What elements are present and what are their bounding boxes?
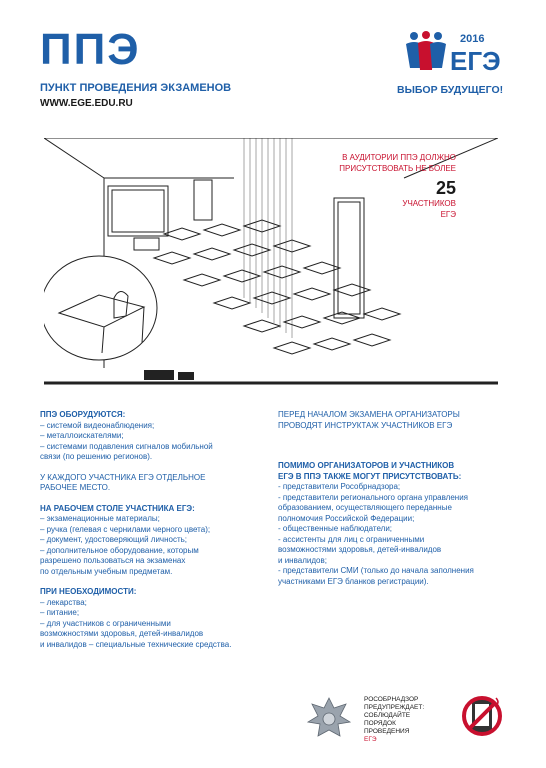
need-item: и инвалидов – специальные технические средства. — [40, 639, 232, 649]
need-item: – лекарства; — [40, 597, 87, 607]
also-item: - представители Рособрнадзора; — [278, 482, 401, 491]
also-item: - представители СМИ (только до начала заполнения — [278, 566, 474, 575]
also-item: - ассистенты для лиц с ограниченными — [278, 534, 425, 544]
page-subtitle: ПУНКТ ПРОВЕДЕНИЯ ЭКЗАМЕНОВ — [40, 82, 232, 94]
footer-warning — [364, 696, 444, 744]
callout-line-1: В АУДИТОРИИ ППЭ ДОЛЖНО — [342, 153, 456, 162]
callout-number: 25 — [435, 178, 456, 198]
callout-unit-1: УЧАСТНИКОВ — [402, 199, 456, 208]
desk-item: разрешено пользоваться на экзаменах — [40, 556, 186, 565]
desk-item: – ручка (гелевая с чернилами черного цвета); — [40, 524, 211, 534]
ege-logo — [402, 28, 514, 78]
also-item: и инвалидов; — [278, 555, 327, 565]
no-phone-icon — [458, 692, 506, 740]
also-item: участниками ЕГЭ бланков регистрации). — [278, 576, 429, 586]
right-column — [278, 410, 513, 587]
also-item: полномочия Российской Федерации; — [278, 513, 415, 523]
equipment-item: – металлоискателями; — [40, 431, 124, 440]
footer-line: РОСОБРНАДЗОР — [364, 696, 419, 703]
equipment-item: – системой видеонаблюдения; — [40, 420, 155, 430]
need-item: – питание; — [40, 608, 80, 617]
desk-item: – документ, удостоверяющий личность; — [40, 535, 188, 544]
logo-year: 2016 — [460, 33, 485, 45]
equipment-heading: ППЭ ОБОРУДУЮТСЯ: — [40, 410, 126, 419]
callout-line-2: ПРИСУТСТВОВАТЬ НЕ БОЛЕЕ — [339, 164, 456, 173]
also-item: - представители регионального органа управления — [278, 492, 468, 502]
workplace-line: РАБОЧЕЕ МЕСТО. — [40, 483, 111, 492]
website-link[interactable]: WWW.EGE.EDU.RU — [40, 98, 133, 109]
left-column — [40, 410, 265, 650]
need-heading: ПРИ НЕОБХОДИМОСТИ: — [40, 587, 137, 596]
also-heading: ПОМИМО ОРГАНИЗАТОРОВ И УЧАСТНИКОВ — [278, 461, 455, 470]
rosobrnadzor-emblem-icon — [304, 694, 354, 744]
need-item: – для участников с ограниченными — [40, 618, 171, 628]
equipment-item: связи (по решению регионов). — [40, 452, 153, 461]
capacity-callout — [318, 152, 456, 220]
also-item: - общественные наблюдатели; — [278, 524, 393, 533]
footer-line: ПРЕДУПРЕЖДАЕТ: — [364, 704, 425, 711]
also-item: возможностями здоровья, детей-инвалидов — [278, 545, 442, 554]
desk-item: по отдельным учебным предметам. — [40, 566, 173, 576]
footer-line: ПОРЯДОК — [364, 720, 396, 727]
footer-line: ПРОВЕДЕНИЯ — [364, 728, 410, 735]
need-item: возможностями здоровья, детей-инвалидов — [40, 629, 204, 638]
also-item: образованием, осуществляющего переданные — [278, 503, 452, 512]
equipment-item: – системами подавления сигналов мобильной — [40, 441, 213, 451]
footer-line: СОБЛЮДАЙТЕ — [364, 712, 411, 719]
desk-heading: НА РАБОЧЕМ СТОЛЕ УЧАСТНИКА ЕГЭ: — [40, 503, 195, 513]
desk-item: – дополнительное оборудование, которым — [40, 545, 199, 555]
logo-text: ЕГЭ — [450, 46, 501, 76]
briefing-line: ПЕРЕД НАЧАЛОМ ЭКЗАМЕНА ОРГАНИЗАТОРЫ — [278, 410, 460, 419]
page-title: ППЭ — [40, 25, 141, 74]
workplace-line: У КАЖДОГО УЧАСТНИКА ЕГЭ ОТДЕЛЬНОЕ — [40, 472, 206, 482]
callout-unit-2: ЕГЭ — [440, 210, 456, 219]
ege-logo-figures-icon — [406, 31, 446, 70]
footer-line-red: ЕГЭ — [364, 736, 377, 743]
briefing-line: ПРОВОДЯТ ИНСТРУКТАЖ УЧАСТНИКОВ ЕГЭ — [278, 420, 453, 430]
also-heading: ЕГЭ В ППЭ ТАКЖЕ МОГУТ ПРИСУТСТВОВАТЬ: — [278, 471, 462, 481]
slogan: ВЫБОР БУДУЩЕГО! — [397, 84, 504, 96]
desk-item: – экзаменационные материалы; — [40, 514, 160, 523]
